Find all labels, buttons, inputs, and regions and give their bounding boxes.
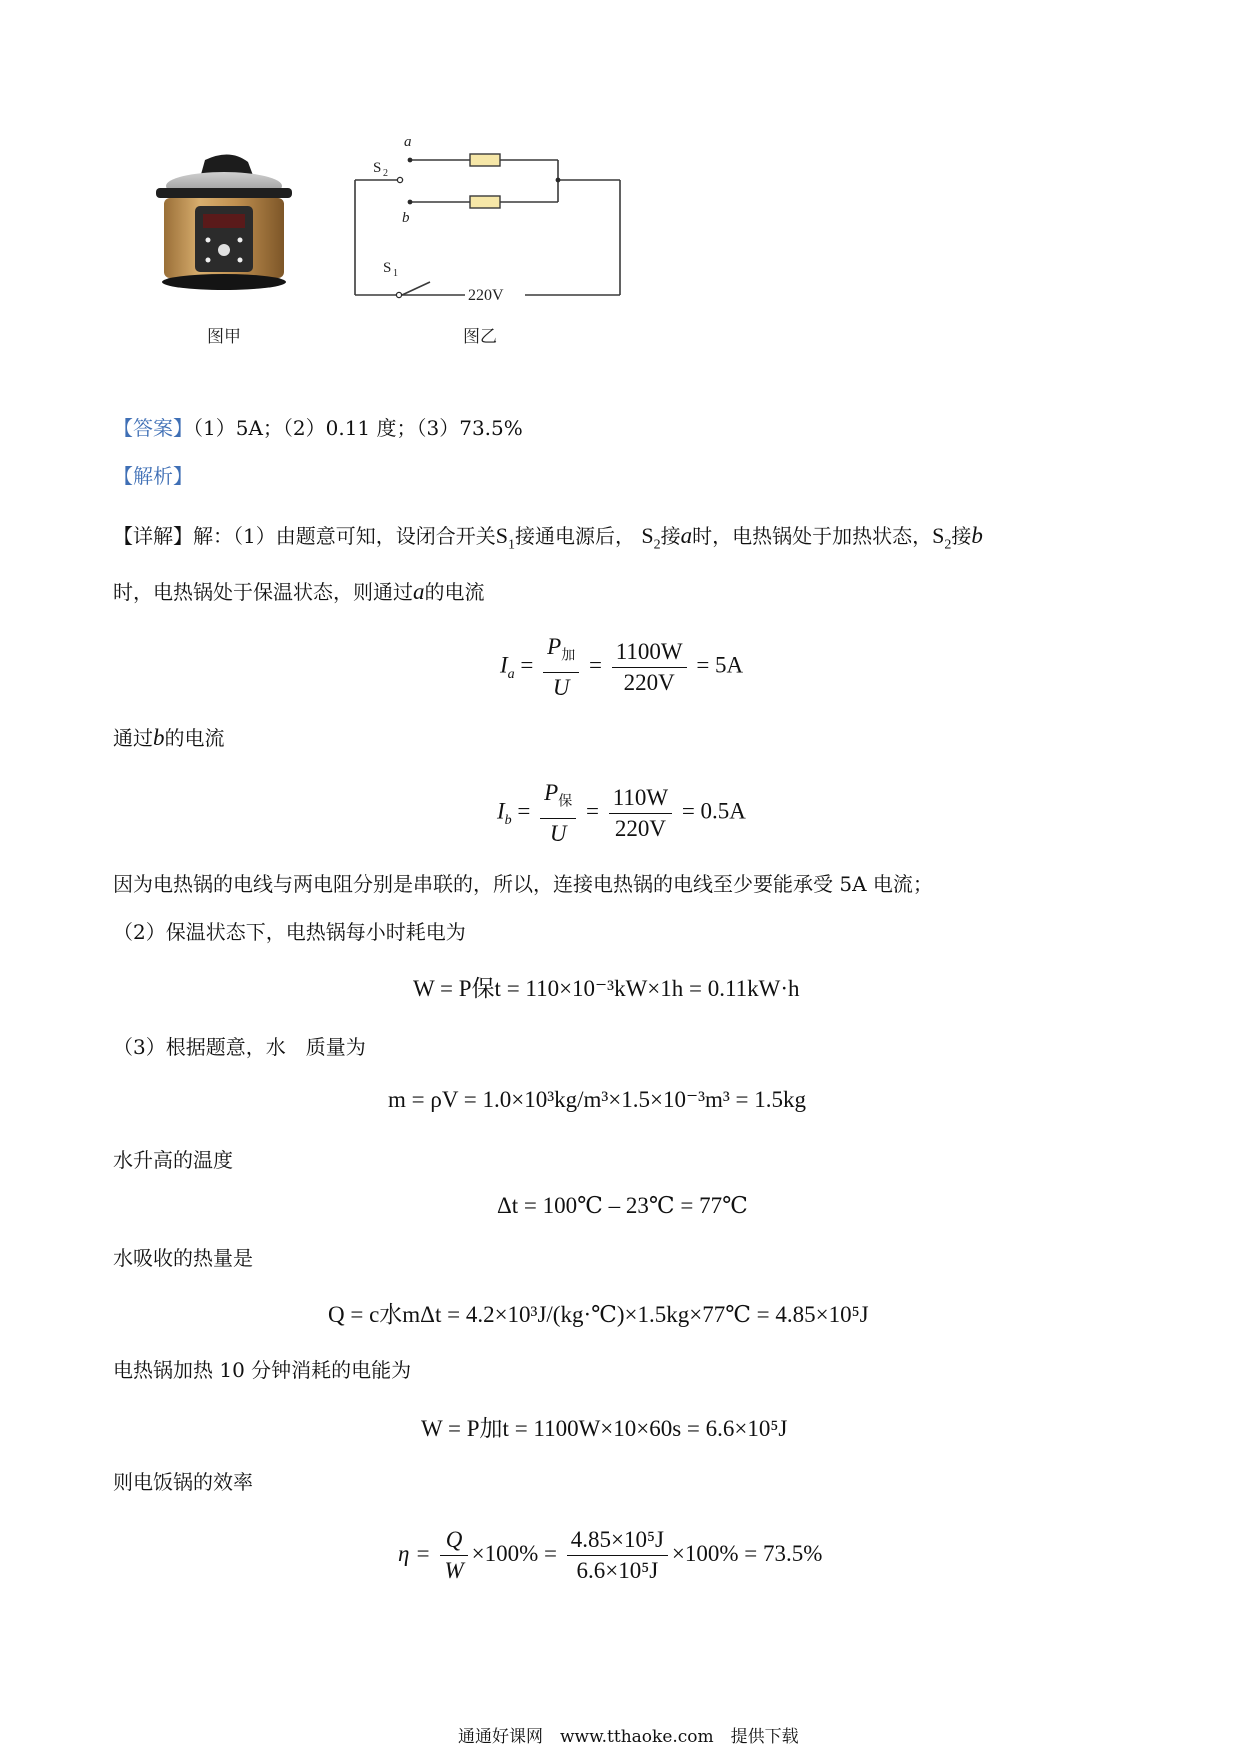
figure-caption-left: 图甲 [207, 327, 241, 347]
fraction-numerator-sub: 加 [561, 648, 576, 664]
circuit-diagram [340, 130, 640, 305]
detail-line-8: 水吸收的热量是 [113, 1246, 253, 1270]
equation-energy-keep-warm: W = P保t = 110×10⁻³kW×1h = 0.11kW·h [413, 976, 800, 1001]
fraction-numerator: P [547, 634, 562, 659]
fraction-denominator: 6.6×10⁵J [576, 1558, 659, 1583]
equation-temperature-rise: Δt = 100℃ – 23℃ = 77℃ [497, 1193, 748, 1218]
fraction-numerator-sub: 保 [558, 794, 573, 810]
equation-heat-absorbed: Q = c水mΔt = 4.2×10³J/(kg·℃)×1.5kg×77℃ = 4.85×10⁵J [328, 1302, 869, 1327]
fraction-denominator: W [444, 1558, 464, 1583]
figure-caption-right: 图乙 [463, 327, 497, 347]
detail-line-7: 水升高的温度 [113, 1148, 233, 1172]
fraction-numerator: P [544, 780, 559, 805]
fraction-numerator: 4.85×10⁵J [567, 1525, 668, 1556]
detail-text: 接通电源后， [514, 524, 635, 548]
detail-line-10: 则电饭锅的效率 [113, 1470, 253, 1494]
detail-text: 时，电热锅处于保温状态，则通过 [113, 580, 413, 604]
switch-symbol: S [641, 523, 654, 548]
fraction-denominator: U [552, 674, 570, 700]
fraction-denominator: 220V [614, 815, 666, 841]
voltage-label: 220V [468, 287, 504, 304]
fraction [540, 778, 576, 849]
terminal-b-label: b [402, 210, 410, 226]
detail-line-5: （2）保温状态下，电热锅每小时耗电为 [113, 920, 466, 944]
eq-lhs: η = [398, 1540, 431, 1566]
equation-efficiency [398, 1525, 822, 1586]
detail-text: 时，电热锅处于加热状态， [692, 524, 933, 548]
detail-text: 接 [951, 524, 972, 548]
fraction [543, 632, 579, 703]
detail-line-6: （3）根据题意，水 质量为 [113, 1035, 366, 1059]
footer-text: 通通好课网 www.tthaoke.com 提供下载 [458, 1727, 799, 1747]
switch1-label: S [383, 260, 392, 276]
equation-current-b: $I_b$ = $\frac{P_保}{U}$ = $\frac{110W}{220V}$ = 0.5A [497, 778, 746, 849]
fraction [440, 1525, 467, 1586]
detail-line-9: 电热锅加热 10 分钟消耗的电能为 [113, 1358, 412, 1382]
switch-subscript: 1 [507, 537, 515, 553]
eq-lhs: I [497, 798, 505, 824]
switch2-label: S [373, 160, 382, 176]
eq-lhs-sub: a [507, 667, 515, 683]
fraction-numerator: Q [440, 1525, 467, 1556]
fraction-denominator: U [549, 820, 567, 846]
pressure-cooker-image [150, 150, 298, 300]
detail-text: 接 [660, 524, 681, 548]
equation-mass: m = ρV = 1.0×10³kg/m³×1.5×10⁻³m³ = 1.5kg [388, 1087, 807, 1112]
equation-electric-energy: W = P加t = 1100W×10×60s = 6.6×10⁵J [421, 1416, 788, 1441]
detail-line-2 [113, 578, 485, 606]
switch2-sub: 2 [383, 168, 388, 179]
variable-a: a [413, 579, 425, 604]
variable-a: a [680, 523, 693, 548]
eq-result: = 5A [696, 652, 744, 678]
analysis-tag: 【解析】 [113, 464, 193, 488]
eq-lhs-sub: b [504, 813, 512, 829]
detail-text: 的电流 [424, 580, 485, 604]
detail-line-1 [113, 522, 983, 559]
fraction [609, 783, 672, 844]
switch1-sub: 1 [393, 268, 398, 279]
variable-b: b [153, 725, 165, 750]
eq-lhs: I [500, 652, 508, 678]
switch-subscript: 2 [653, 537, 661, 553]
fraction-numerator: 1100W [612, 637, 687, 668]
variable-b: b [971, 523, 983, 548]
terminal-a-label: a [404, 134, 412, 150]
eq-middle: ×100% = [471, 1540, 557, 1566]
switch-symbol: S [932, 523, 945, 548]
eq-result: ×100% = 73.5% [671, 1540, 823, 1566]
switch-subscript: 2 [944, 537, 952, 553]
answer-line [113, 414, 523, 442]
detail-text: 解：（1）由题意可知，设闭合开关 [193, 524, 496, 548]
eq-result: = 0.5A [681, 798, 746, 824]
detail-line-3 [113, 724, 225, 752]
switch-symbol: S [495, 523, 508, 548]
detail-text: 的电流 [164, 726, 225, 750]
detail-tag: 【详解】 [113, 524, 193, 548]
detail-text: 通过 [113, 726, 153, 750]
fraction-denominator: 220V [623, 669, 675, 695]
detail-line-4: 因为电热锅的电线与两电阻分别是串联的，所以，连接电热锅的电线至少要能承受 5A 电流； [113, 872, 933, 896]
equation-current-a: $I_a$ = $\frac{P_加}{U}$ = $\frac{1100W}{220V}$ = 5A [500, 632, 743, 703]
fraction [612, 637, 687, 698]
answer-tag: 【答案】 [113, 416, 193, 440]
answer-text: （1）5A；（2）0.11 度；（3）73.5% [193, 416, 523, 440]
fraction-numerator: 110W [609, 783, 672, 814]
fraction [567, 1525, 668, 1586]
